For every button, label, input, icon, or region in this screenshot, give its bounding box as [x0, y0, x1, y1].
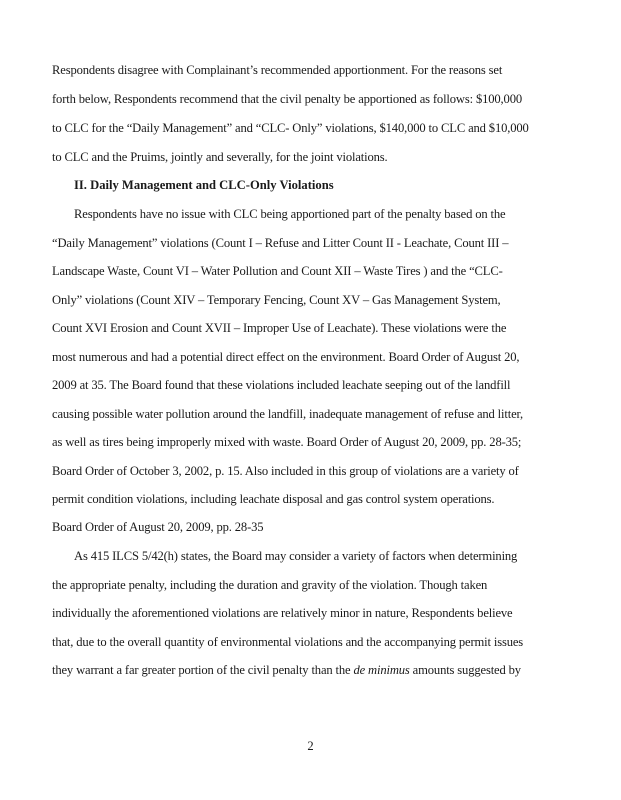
text-line: Respondents have no issue with CLC being apportioned part of the penalty based on the [74, 207, 506, 221]
text-line: as well as tires being improperly mixed with waste. Board Order of August 20, 2009, pp. 28-35; [52, 435, 522, 449]
text-line: Only” violations (Count XIV – Temporary Fencing, Count XV – Gas Management System, [52, 293, 501, 307]
italic-term: de minimus [353, 663, 410, 677]
text-line: 2009 at 35. The Board found that these violations included leachate seeping out of the landfill [52, 378, 511, 392]
text-line: causing possible water pollution around the landfill, inadequate management of refuse and litter, [52, 407, 524, 421]
text-line: to CLC for the “Daily Management” and “CLC- Only” violations, $140,000 to CLC and $10,000 [52, 121, 529, 135]
text-line: Board Order of August 20, 2009, pp. 28-35 [52, 520, 264, 534]
text-line: “Daily Management” violations (Count I – Refuse and Litter Count II - Leachate, Count III – [52, 236, 509, 250]
text-line: Respondents disagree with Complainant’s recommended apportionment. For the reasons set [52, 63, 503, 77]
text-line: forth below, Respondents recommend that the civil penalty be apportioned as follows: $100,000 [52, 92, 522, 106]
text-line: most numerous and had a potential direct effect on the environment. Board Order of August 20, [52, 350, 520, 364]
text-line: Landscape Waste, Count VI – Water Pollution and Count XII – Waste Tires ) and the “CLC- [52, 264, 503, 278]
text-segment: they warrant a far greater portion of the civil penalty than the [52, 663, 354, 677]
text-line: As 415 ILCS 5/42(h) states, the Board may consider a variety of factors when determining [74, 549, 518, 563]
text-line: Count XVI Erosion and Count XVII – Improper Use of Leachate). These violations were the [52, 321, 507, 335]
text-line: individually the aforementioned violations are relatively minor in nature, Respondents believe [52, 606, 513, 620]
text-line-with-italic [52, 662, 521, 678]
section-heading: II. Daily Management and CLC-Only Violations [74, 178, 334, 192]
text-line: permit condition violations, including leachate disposal and gas control system operations. [52, 492, 495, 506]
text-segment: amounts suggested by [409, 663, 521, 677]
text-line: the appropriate penalty, including the duration and gravity of the violation. Though taken [52, 578, 488, 592]
page-number: 2 [307, 739, 314, 753]
text-line: Board Order of October 3, 2002, p. 15. Also included in this group of violations are a variety of [52, 464, 519, 478]
text-line: that, due to the overall quantity of environmental violations and the accompanying permit issues [52, 635, 524, 649]
text-line: to CLC and the Pruims, jointly and severally, for the joint violations. [52, 150, 388, 164]
